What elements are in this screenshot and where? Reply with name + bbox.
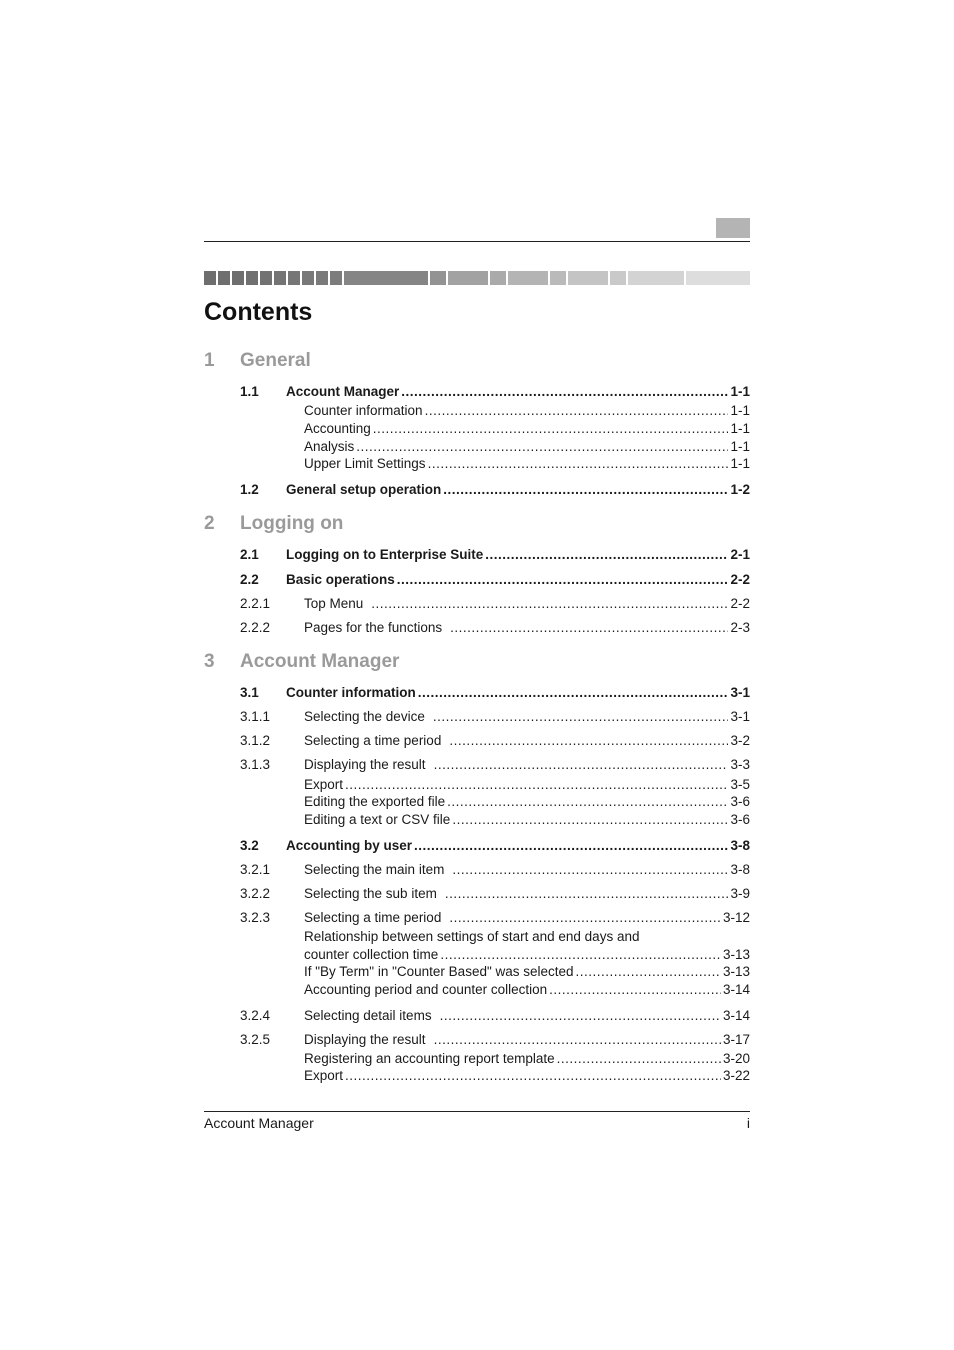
toc-entry-page: 1-1 [730,421,750,436]
toc-entry-title: Selecting detail items [304,1008,432,1023]
decorative-bar-strip [204,271,750,285]
toc-entry[interactable] [304,862,750,878]
toc-leader-dots [443,482,728,498]
toc-entry-page: 3-22 [722,1068,750,1083]
toc-entry-number: 3.2.5 [240,1032,271,1047]
toc-entry-title: Upper Limit Settings [304,456,426,471]
toc-entry-title: Counter information [304,403,423,418]
toc-entry-page: 1-1 [730,384,750,399]
toc-entry-number: 2.2.1 [240,596,271,611]
toc-leader-dots [485,547,728,563]
toc-entry-title: Selecting a time period [304,733,442,748]
toc-entry[interactable] [304,596,750,612]
toc-entry-title: Editing the exported file [304,794,446,809]
toc-entry-number: 3.2.3 [240,910,271,925]
toc-entry-title: Relationship between settings of start and end days and [304,929,640,944]
toc-entry-page: 3-12 [722,910,750,925]
toc-entry[interactable] [304,439,750,455]
toc-entry[interactable] [304,1032,750,1048]
toc-leader-dots [440,1008,721,1024]
toc-entry-page: 2-2 [730,572,750,587]
toc-entry[interactable] [286,384,750,400]
toc-entry-number: 3.2.4 [240,1008,271,1023]
footer-page-number: i [746,1115,750,1131]
toc-leader-dots [447,794,728,810]
toc-leader-dots [440,947,721,963]
header-tab-marker [716,218,750,238]
toc-entry-number: 1.1 [240,384,259,399]
chapter-heading: 1 General [204,350,311,371]
toc-leader-dots [418,685,729,701]
toc-entry[interactable] [304,456,750,472]
toc-leader-dots [356,439,728,455]
toc-entry-number: 2.2 [240,572,259,587]
toc-entry-number: 3.1.2 [240,733,271,748]
footer-rule [204,1111,750,1112]
toc-leader-dots [401,384,728,400]
toc-leader-dots [452,862,728,878]
toc-entry-page: 1-1 [730,403,750,418]
toc-entry-page: 1-2 [730,482,750,497]
toc-leader-dots [397,572,729,588]
toc-entry-title: Account Manager [286,384,400,399]
toc-leader-dots [425,403,729,419]
toc-entry-title: If "By Term" in "Counter Based" was selected [304,964,574,979]
toc-leader-dots [450,620,728,636]
toc-leader-dots [434,757,729,773]
toc-entry[interactable] [304,1051,750,1067]
toc-entry-page: 3-8 [730,862,750,877]
toc-entry-page: 3-13 [722,947,750,962]
toc-entry-title: Selecting a time period [304,910,442,925]
toc-leader-dots [433,709,729,725]
toc-entry[interactable] [304,733,750,749]
toc-entry-page: 3-8 [730,838,750,853]
toc-entry-page: 3-17 [722,1032,750,1047]
toc-entry-page: 3-6 [730,812,750,827]
toc-entry-page: 2-3 [730,620,750,635]
toc-entry-title: Basic operations [286,572,395,587]
toc-entry[interactable] [304,1068,750,1084]
toc-entry-page: 3-1 [730,709,750,724]
toc-entry-page: 3-2 [730,733,750,748]
toc-entry-page: 3-14 [722,1008,750,1023]
toc-entry-title: Export [304,1068,344,1083]
toc-entry-title: Logging on to Enterprise Suite [286,547,484,562]
toc-entry-page: 3-14 [722,982,750,997]
toc-entry[interactable] [304,886,750,902]
toc-entry-title: Selecting the sub item [304,886,437,901]
toc-entry-title: Export [304,777,344,792]
toc-leader-dots [449,910,721,926]
page-title: Contents [204,298,313,326]
toc-entry-number: 2.2.2 [240,620,271,635]
footer-title: Account Manager [204,1115,314,1131]
toc-entry-title: Accounting by user [286,838,413,853]
chapter-heading: 2 Logging on [204,513,344,534]
toc-entry[interactable] [304,777,750,793]
toc-leader-dots [434,1032,721,1048]
toc-entry-page: 3-5 [730,777,750,792]
toc-entry-page: 3-3 [730,757,750,772]
toc-entry[interactable] [304,812,750,828]
toc-entry-title: Selecting the device [304,709,425,724]
toc-leader-dots [345,777,728,793]
toc-entry[interactable] [304,421,750,437]
toc-leader-dots [557,1051,721,1067]
toc-entry-title: Accounting [304,421,371,436]
toc-entry-number: 3.1 [240,685,259,700]
toc-entry[interactable] [304,947,750,963]
toc-leader-dots [345,1068,721,1084]
toc-leader-dots [452,812,728,828]
toc-entry-title: Pages for the functions [304,620,443,635]
toc-entry-title: Selecting the main item [304,862,445,877]
toc-entry-page: 1-1 [730,439,750,454]
toc-entry-title: General setup operation [286,482,442,497]
toc-leader-dots [428,456,729,472]
toc-entry[interactable] [286,572,750,588]
toc-entry[interactable] [304,794,750,810]
toc-entry[interactable] [304,403,750,419]
toc-leader-dots [373,421,729,437]
toc-entry[interactable] [304,1008,750,1024]
toc-entry-title: Top Menu [304,596,364,611]
toc-leader-dots [371,596,728,612]
toc-entry[interactable] [304,964,750,980]
toc-leader-dots [549,982,721,998]
toc-entry[interactable] [304,757,750,773]
toc-entry-title: Displaying the result [304,1032,426,1047]
toc-entry[interactable] [304,709,750,725]
toc-entry[interactable] [286,838,750,854]
toc-entry-number: 3.2.1 [240,862,271,877]
toc-entry-title: Analysis [304,439,355,454]
chapter-heading: 3 Account Manager [204,651,400,672]
toc-leader-dots [449,733,728,749]
toc-entry[interactable] [286,685,750,701]
toc-entry[interactable] [304,910,750,926]
toc-entry-title: counter collection time [304,947,439,962]
toc-entry-number: 3.1.1 [240,709,271,724]
toc-entry[interactable] [286,482,750,498]
toc-entry-number: 2.1 [240,547,259,562]
toc-entry-title: Accounting period and counter collection [304,982,548,997]
toc-entry-page: 3-9 [730,886,750,901]
header-rule [204,241,750,242]
toc-entry-page: 3-13 [722,964,750,979]
toc-entry-page: 3-6 [730,794,750,809]
toc-entry-number: 3.2.2 [240,886,271,901]
toc-entry-title: Counter information [286,685,416,700]
toc-entry-number: 3.1.3 [240,757,271,772]
toc-entry-page: 2-1 [730,547,750,562]
toc-entry-title: Displaying the result [304,757,426,772]
toc-entry-title: Editing a text or CSV file [304,812,451,827]
toc-entry-number: 3.2 [240,838,259,853]
toc-entry[interactable] [304,620,750,636]
toc-entry-page: 1-1 [730,456,750,471]
toc-entry[interactable] [286,547,750,563]
toc-leader-dots [445,886,729,902]
toc-entry-title: Registering an accounting report template [304,1051,555,1066]
toc-entry-page: 3-1 [730,685,750,700]
toc-entry-page: 2-2 [730,596,750,611]
toc-leader-dots [576,964,721,980]
toc-entry[interactable] [304,982,750,998]
toc-leader-dots [414,838,728,854]
toc-entry-number: 1.2 [240,482,259,497]
toc-entry-page: 3-20 [722,1051,750,1066]
